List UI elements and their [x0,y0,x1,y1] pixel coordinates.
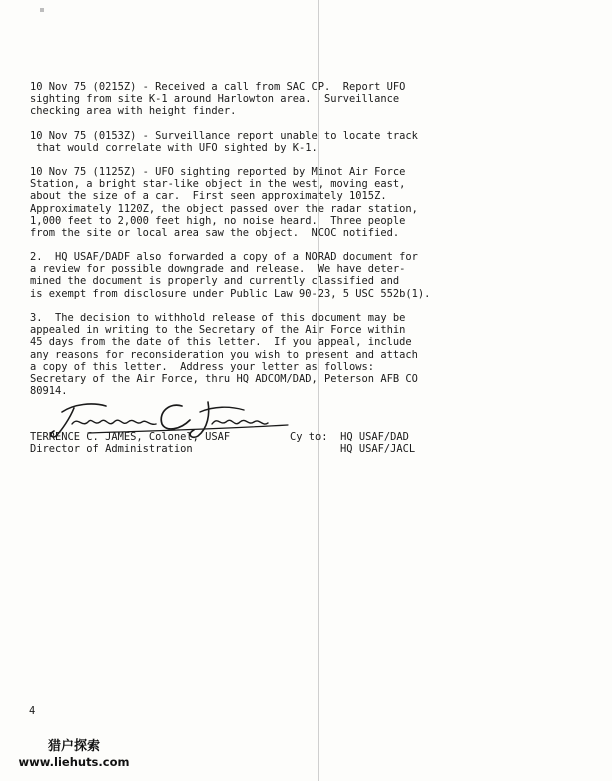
paragraph-log-entry-0215z [30,81,405,118]
text-line: 45 days from the date of this letter. If you appeal, include [30,336,412,349]
distribution-list [290,431,415,455]
text-line: 10 Nov 75 (1125Z) - UFO sighting reported by Minot Air Force [30,166,406,178]
scan-mark [40,8,44,12]
paragraph-log-entry-1125z [30,166,418,239]
text-line: mined the document is properly and currently classified and [30,275,400,288]
text-line: a copy of this letter. Address your letter as follows: [30,360,375,373]
recipient-jacl: HQ USAF/JACL [340,443,416,456]
text-line: any reasons for reconsideration you wish to present and attach [30,348,418,361]
text-line: 2. HQ USAF/DADF also forwarded a copy of a NORAD document for [30,251,418,263]
paragraph-2-norad-document [30,251,430,300]
signature-block [30,431,230,455]
paragraph-3-appeal-notice [30,312,418,397]
text-line: appealed in writing to the Secretary of the Air Force within [30,324,406,337]
text-line: 1,000 feet to 2,000 feet high, no noise heard. Three people [30,214,406,227]
text-line: sighting from site K-1 around Harlowton area. Surveillance [30,93,400,106]
watermark-chinese-text: 猎户探索 [47,739,100,754]
text-line: Station, a bright star-like object in the west, moving east, [30,178,406,191]
text-line: Secretary of the Air Force, thru HQ ADCOM/DAD, Peterson AFB CO [30,373,418,386]
site-watermark [4,739,144,769]
text-line: about the size of a car. First seen approximately 1015Z. [30,190,387,203]
text-line: a review for possible downgrade and release. We have deter- [30,263,406,276]
page-number: 4 [29,705,36,717]
paragraph-log-entry-0153z [30,130,418,154]
text-line: from the site or local area saw the object. NCOC notified. [30,227,400,240]
text-line: Approximately 1120Z, the object passed over the radar station, [30,202,418,215]
watermark-url: www.liehuts.com [18,755,130,769]
signer-name: TERRENCE C. JAMES, Colonel, USAF [30,431,231,443]
text-line: checking area with height finder. [30,105,237,118]
text-line: 10 Nov 75 (0153Z) - Surveillance report unable to locate track [30,130,418,142]
text-line: 3. The decision to withhold release of this document may be [30,312,406,324]
text-line: that would correlate with UFO sighted by K-1. [30,142,318,155]
text-line: 10 Nov 75 (0215Z) - Received a call from SAC CP. Report UFO [30,81,406,93]
recipient-dad: HQ USAF/DAD [340,431,409,443]
text-line: 80914. [30,385,68,398]
signer-title: Director of Administration [30,443,193,456]
text-line: is exempt from disclosure under Public Law 90-23, 5 USC 552b(1). [30,287,431,300]
cy-to-label: Cy to: [290,431,328,443]
